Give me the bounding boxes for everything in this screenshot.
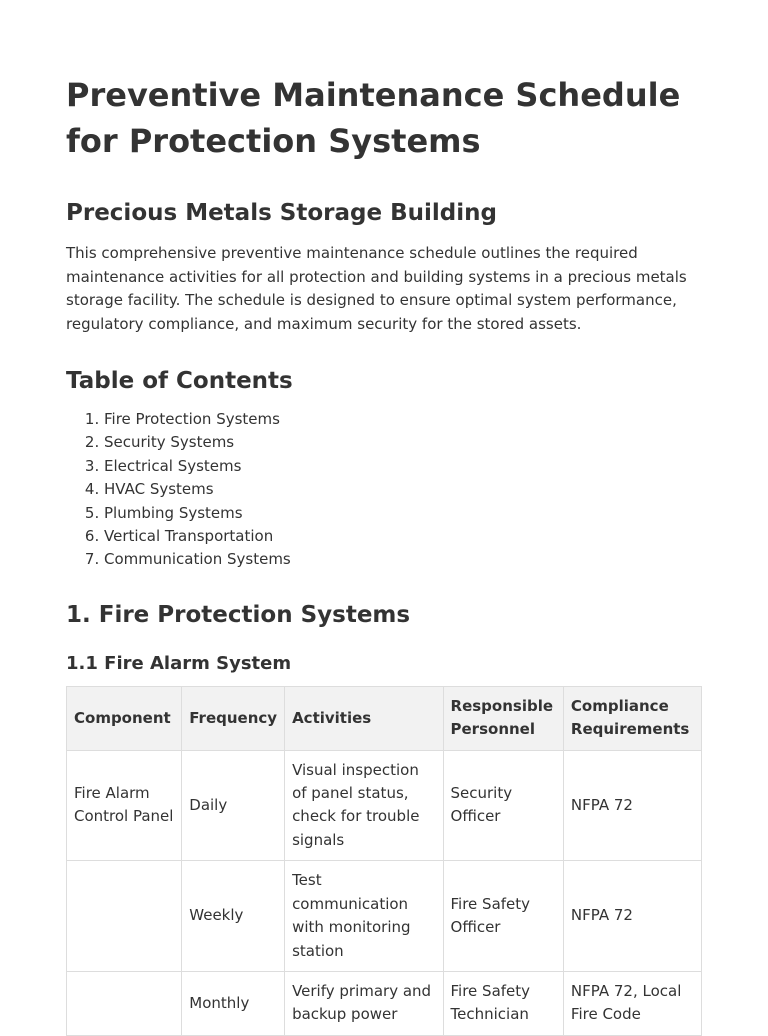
page-subtitle: Precious Metals Storage Building bbox=[66, 200, 497, 226]
table-cell: NFPA 72, Local Fire Code bbox=[563, 971, 701, 1035]
column-header: Activities bbox=[285, 686, 443, 750]
toc-heading: Table of Contents bbox=[66, 368, 293, 394]
column-header: Frequency bbox=[182, 686, 285, 750]
table-cell: Monthly bbox=[182, 971, 285, 1035]
table-row bbox=[67, 750, 702, 861]
toc-item[interactable]: 2. Security Systems bbox=[104, 431, 702, 454]
table-cell: NFPA 72 bbox=[563, 861, 701, 972]
toc-list bbox=[66, 408, 702, 572]
table-cell: Fire Safety Officer bbox=[443, 861, 563, 972]
table-cell: Fire Safety Technician bbox=[443, 971, 563, 1035]
table-row bbox=[67, 971, 702, 1035]
table-cell: NFPA 72 bbox=[563, 750, 701, 861]
table-container bbox=[66, 686, 702, 1024]
table-cell: Verify primary and backup power bbox=[285, 971, 443, 1035]
page-title: Preventive Maintenance Schedule for Protection Systems bbox=[66, 76, 681, 160]
subsection-heading: 1.1 Fire Alarm System bbox=[66, 652, 292, 674]
toc-item[interactable]: 5. Plumbing Systems bbox=[104, 502, 702, 525]
intro-paragraph: This comprehensive preventive maintenance schedule outlines the required maintenance activities for all protection and building systems in a precious metals storage facility. The schedule is designed to ensure optimal system performance, regulatory compliance, and maximum security for the stored assets. bbox=[66, 244, 687, 333]
table-cell bbox=[67, 971, 182, 1035]
table-cell: Daily bbox=[182, 750, 285, 861]
toc-item[interactable]: 6. Vertical Transportation bbox=[104, 525, 702, 548]
toc-item[interactable]: 4. HVAC Systems bbox=[104, 478, 702, 501]
column-header: Compliance Requirements bbox=[563, 686, 701, 750]
column-header: Component bbox=[67, 686, 182, 750]
column-header: Responsible Personnel bbox=[443, 686, 563, 750]
toc-item[interactable]: 1. Fire Protection Systems bbox=[104, 408, 702, 431]
section-heading: 1. Fire Protection Systems bbox=[66, 601, 411, 628]
table-cell: Security Officer bbox=[443, 750, 563, 861]
maintenance-table bbox=[66, 686, 702, 1036]
toc-item[interactable]: 7. Communication Systems bbox=[104, 548, 702, 571]
table-cell: Fire Alarm Control Panel bbox=[67, 750, 182, 861]
table-header-row bbox=[67, 686, 702, 750]
table-cell: Test communication with monitoring station bbox=[285, 861, 443, 972]
table-cell: Visual inspection of panel status, check for trouble signals bbox=[285, 750, 443, 861]
toc-item[interactable]: 3. Electrical Systems bbox=[104, 455, 702, 478]
table-cell bbox=[67, 861, 182, 972]
table-cell: Weekly bbox=[182, 861, 285, 972]
table-row bbox=[67, 861, 702, 972]
